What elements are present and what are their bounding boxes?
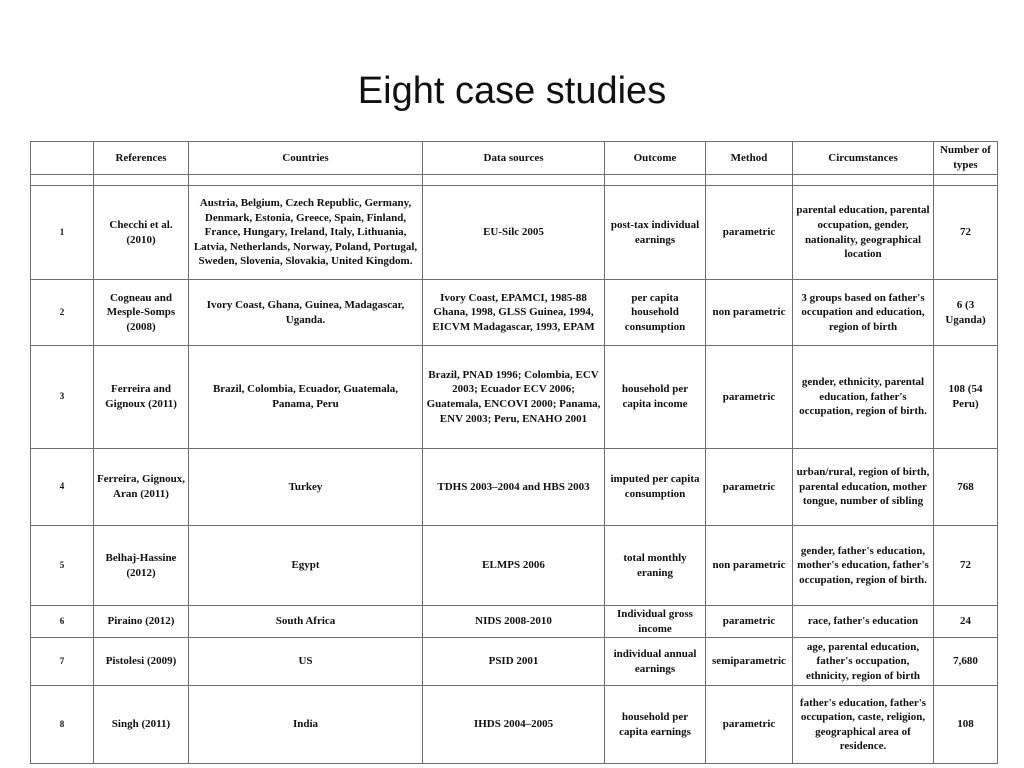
header-countries: Countries [189, 142, 423, 175]
data-sources-cell: TDHS 2003–2004 and HBS 2003 [423, 449, 605, 526]
table-row [31, 449, 998, 526]
circumstances-cell: gender, father's education, mother's education, father's occupation, region of birth. [793, 526, 934, 606]
countries-cell: Turkey [189, 449, 423, 526]
spacer-row [31, 175, 998, 186]
circumstances-cell: urban/rural, region of birth, parental education, mother tongue, number of sibling [793, 449, 934, 526]
method-cell: parametric [706, 346, 793, 449]
circumstances-cell: parental education, parental occupation, gender, nationality, geographical location [793, 186, 934, 280]
spacer-cell [793, 175, 934, 186]
types-cell: 108 (54 Peru) [934, 346, 998, 449]
countries-cell: India [189, 686, 423, 764]
countries-cell: Egypt [189, 526, 423, 606]
countries-cell: South Africa [189, 606, 423, 638]
spacer-cell [189, 175, 423, 186]
types-cell: 6 (3 Uganda) [934, 280, 998, 346]
method-cell: parametric [706, 686, 793, 764]
reference-cell: Belhaj-Hassine (2012) [94, 526, 189, 606]
table-row [31, 526, 998, 606]
circumstances-cell: 3 groups based on father's occupation and education, region of birth [793, 280, 934, 346]
row-number: 3 [31, 346, 94, 449]
types-cell: 768 [934, 449, 998, 526]
outcome-cell: household per capita income [605, 346, 706, 449]
row-number: 5 [31, 526, 94, 606]
countries-cell: Austria, Belgium, Czech Republic, Germany, Denmark, Estonia, Greece, Spain, Finland, France, Hungary, Ireland, Italy, Lithuania, Latvia, Netherlands, Norway, Poland, Portugal, Sweden, Slovenia, Slovakia, United Kingdom. [189, 186, 423, 280]
method-cell: parametric [706, 186, 793, 280]
reference-cell: Piraino (2012) [94, 606, 189, 638]
spacer-cell [706, 175, 793, 186]
types-cell: 7,680 [934, 638, 998, 686]
reference-cell: Checchi et al. (2010) [94, 186, 189, 280]
countries-cell: Ivory Coast, Ghana, Guinea, Madagascar, Uganda. [189, 280, 423, 346]
outcome-cell: Individual gross income [605, 606, 706, 638]
header-references: References [94, 142, 189, 175]
row-number: 1 [31, 186, 94, 280]
header-number-of-types: Number of types [934, 142, 998, 175]
outcome-cell: imputed per capita consumption [605, 449, 706, 526]
circumstances-cell: father's education, father's occupation, caste, religion, geographical area of residence. [793, 686, 934, 764]
table-row [31, 346, 998, 449]
spacer-cell [31, 175, 94, 186]
header-method: Method [706, 142, 793, 175]
types-cell: 108 [934, 686, 998, 764]
spacer-cell [605, 175, 706, 186]
header-outcome: Outcome [605, 142, 706, 175]
spacer-cell [423, 175, 605, 186]
reference-cell: Ferreira and Gignoux (2011) [94, 346, 189, 449]
circumstances-cell: age, parental education, father's occupation, ethnicity, region of birth [793, 638, 934, 686]
outcome-cell: individual annual earnings [605, 638, 706, 686]
method-cell: parametric [706, 449, 793, 526]
header-circumstances: Circumstances [793, 142, 934, 175]
outcome-cell: total monthly eraning [605, 526, 706, 606]
data-sources-cell: EU-Silc 2005 [423, 186, 605, 280]
table-row [31, 638, 998, 686]
row-number: 4 [31, 449, 94, 526]
case-studies-table [30, 141, 998, 764]
reference-cell: Ferreira, Gignoux, Aran (2011) [94, 449, 189, 526]
spacer-cell [94, 175, 189, 186]
data-sources-cell: PSID 2001 [423, 638, 605, 686]
slide-title: Eight case studies [357, 70, 667, 112]
row-number: 8 [31, 686, 94, 764]
outcome-cell: household per capita earnings [605, 686, 706, 764]
circumstances-cell: race, father's education [793, 606, 934, 638]
data-sources-cell: Ivory Coast, EPAMCI, 1985-88 Ghana, 1998, GLSS Guinea, 1994, EICVM Madagascar, 1993, EPAM [423, 280, 605, 346]
row-number: 2 [31, 280, 94, 346]
table-row [31, 686, 998, 764]
header-index [31, 142, 94, 175]
header-data-sources: Data sources [423, 142, 605, 175]
spacer-cell [934, 175, 998, 186]
table-row [31, 186, 998, 280]
reference-cell: Pistolesi (2009) [94, 638, 189, 686]
reference-cell: Singh (2011) [94, 686, 189, 764]
table-row [31, 606, 998, 638]
table-header-row [31, 142, 998, 175]
table-row [31, 280, 998, 346]
method-cell: parametric [706, 606, 793, 638]
types-cell: 72 [934, 526, 998, 606]
types-cell: 24 [934, 606, 998, 638]
data-sources-cell: ELMPS 2006 [423, 526, 605, 606]
data-sources-cell: NIDS 2008-2010 [423, 606, 605, 638]
method-cell: non parametric [706, 280, 793, 346]
circumstances-cell: gender, ethnicity, parental education, father's occupation, region of birth. [793, 346, 934, 449]
row-number: 7 [31, 638, 94, 686]
types-cell: 72 [934, 186, 998, 280]
countries-cell: Brazil, Colombia, Ecuador, Guatemala, Panama, Peru [189, 346, 423, 449]
reference-cell: Cogneau and Mesple-Somps (2008) [94, 280, 189, 346]
data-sources-cell: Brazil, PNAD 1996; Colombia, ECV 2003; Ecuador ECV 2006; Guatemala, ENCOVI 2000; Panama, ENV 2003; Peru, ENAHO 2001 [423, 346, 605, 449]
row-number: 6 [31, 606, 94, 638]
countries-cell: US [189, 638, 423, 686]
outcome-cell: per capita household consumption [605, 280, 706, 346]
data-sources-cell: IHDS 2004–2005 [423, 686, 605, 764]
method-cell: semiparametric [706, 638, 793, 686]
outcome-cell: post-tax individual earnings [605, 186, 706, 280]
method-cell: non parametric [706, 526, 793, 606]
